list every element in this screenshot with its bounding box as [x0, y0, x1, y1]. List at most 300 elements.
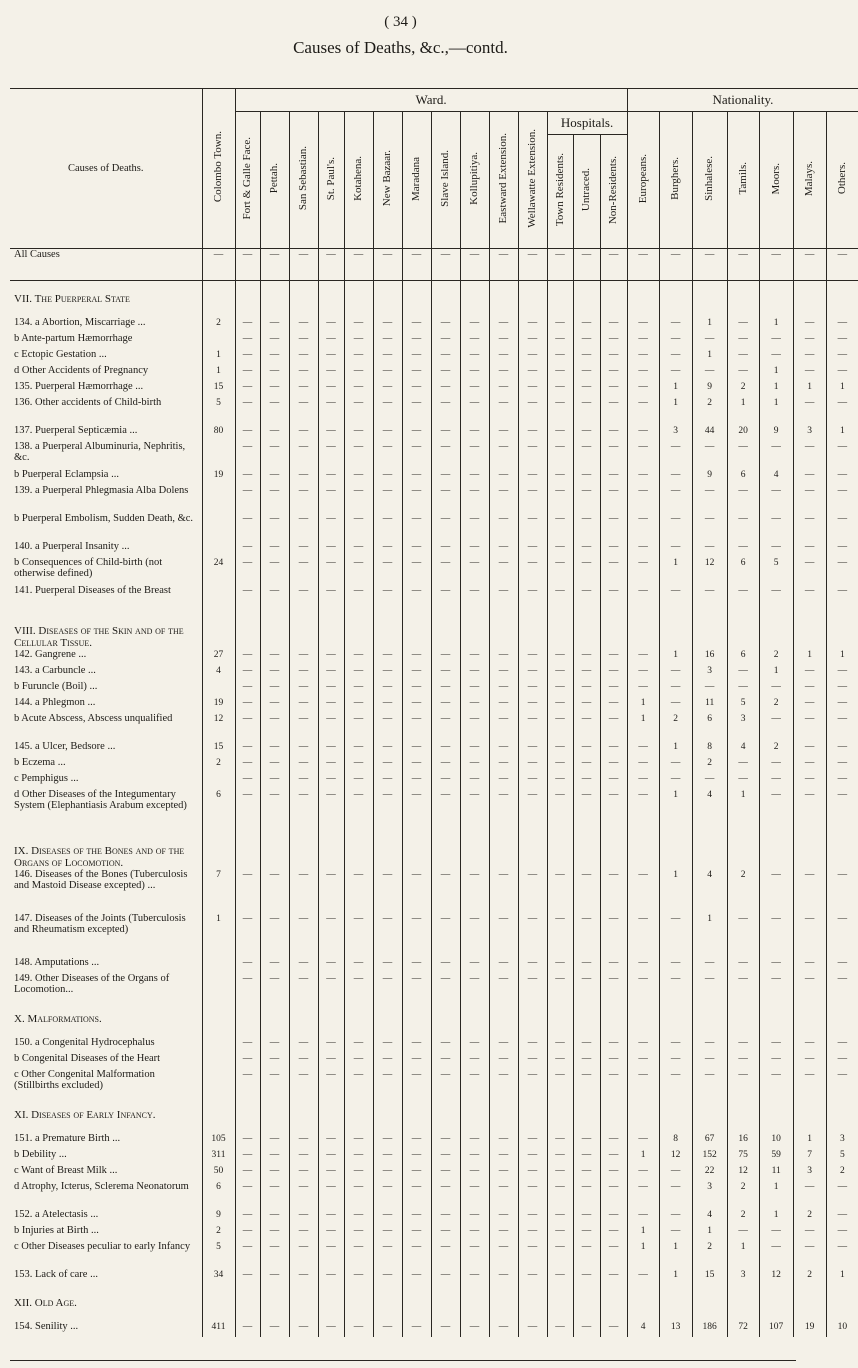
ward-dash-cell: —: [460, 681, 489, 697]
empty-cell: [692, 281, 727, 318]
ward-dash-cell: —: [318, 585, 344, 613]
nationality-value: —: [759, 973, 793, 1001]
cause-name: 139. a Puerperal Phlegmasia Alba Dolens: [14, 485, 189, 496]
ward-dash-cell: —: [489, 557, 518, 585]
ward-dash-cell: —: [235, 333, 260, 349]
nationality-value: 1: [826, 425, 858, 441]
ward-dash-cell: —: [402, 397, 431, 425]
nationality-value: —: [826, 913, 858, 957]
empty-cell: [460, 281, 489, 318]
nationality-value: —: [627, 1165, 659, 1181]
cause-name: b Furuncle (Boil) ...: [14, 681, 98, 692]
ward-dash-cell: —: [547, 1321, 573, 1337]
ward-dash-cell: —: [260, 365, 289, 381]
ward-dash-cell: —: [431, 773, 460, 789]
empty-cell: [235, 281, 260, 318]
cause-name: 152. a Atelectasis ...: [14, 1209, 99, 1220]
ward-dash-cell: —: [460, 973, 489, 1001]
nationality-value: 3: [692, 665, 727, 681]
empty-cell: [318, 1097, 344, 1133]
ward-dash-cell: —: [402, 649, 431, 665]
table-row: [10, 697, 858, 713]
ward-dash-cell: —: [402, 973, 431, 1001]
ward-dash-cell: —: [344, 381, 373, 397]
ward-dash-cell: —: [260, 1321, 289, 1337]
ward-dash-cell: —: [573, 365, 600, 381]
ward-dash-cell: —: [260, 557, 289, 585]
nationality-value: —: [826, 741, 858, 757]
table-row: [10, 665, 858, 681]
empty-cell: [692, 1097, 727, 1133]
header-nationality-col-label: Others.: [835, 162, 848, 195]
empty-cell: [202, 833, 235, 869]
ward-dash-cell: —: [600, 317, 627, 333]
empty-cell: [202, 1001, 235, 1037]
ward-dash-cell: —: [260, 1225, 289, 1241]
nationality-value: 3: [659, 425, 692, 441]
ward-dash-cell: —: [260, 1209, 289, 1225]
header-ward-col-label: St. Paul's.: [324, 156, 337, 201]
nationality-value: —: [759, 713, 793, 741]
ward-dash-cell: —: [573, 469, 600, 485]
ward-dash-cell: —: [373, 957, 402, 973]
nationality-value: 2: [793, 1269, 826, 1285]
table-row: [10, 973, 858, 1001]
ward-dash-cell: —: [460, 1165, 489, 1181]
ward-dash-cell: —: [260, 741, 289, 757]
ward-dash-cell: —: [431, 585, 460, 613]
ward-dash-cell: —: [518, 541, 547, 557]
header-hospital-col: [600, 135, 627, 249]
nationality-value: 3: [793, 1165, 826, 1181]
ward-dash-cell: —: [318, 973, 344, 1001]
empty-cell: [431, 1001, 460, 1037]
nationality-value: —: [627, 469, 659, 485]
ward-dash-cell: —: [373, 557, 402, 585]
section-header-row: [10, 833, 858, 869]
nationality-value: —: [727, 1053, 759, 1069]
ward-dash-cell: —: [402, 1037, 431, 1053]
ward-dash-cell: —: [431, 425, 460, 441]
ward-dash-cell: —: [318, 1165, 344, 1181]
empty-cell: [727, 1097, 759, 1133]
colombo-town-value: [202, 441, 235, 469]
ward-dash-cell: —: [402, 665, 431, 681]
ward-dash-cell: —: [344, 681, 373, 697]
bottom-rule: [10, 1360, 796, 1361]
nationality-value: —: [759, 757, 793, 773]
ward-dash-cell: —: [460, 1053, 489, 1069]
ward-dash-cell: —: [431, 365, 460, 381]
ward-dash-cell: —: [547, 1225, 573, 1241]
empty-cell: [627, 833, 659, 869]
empty-cell: [318, 833, 344, 869]
nationality-value: 3: [793, 425, 826, 441]
header-nationality-col: [826, 112, 858, 249]
ward-dash-cell: —: [573, 789, 600, 833]
nationality-value: —: [826, 397, 858, 425]
header-nationality-col-label: Tamils.: [736, 162, 749, 195]
ward-dash-cell: —: [235, 381, 260, 397]
ward-dash-cell: —: [260, 1269, 289, 1285]
ward-dash-cell: —: [373, 869, 402, 913]
ward-dash-cell: —: [518, 789, 547, 833]
ward-dash-cell: —: [431, 957, 460, 973]
ward-dash-cell: —: [235, 741, 260, 757]
nationality-value: 1: [627, 713, 659, 741]
ward-dash-cell: —: [344, 1269, 373, 1285]
ward-dash-cell: —: [431, 349, 460, 365]
nationality-value: —: [659, 1181, 692, 1209]
nationality-value: —: [627, 773, 659, 789]
nationality-value: —: [826, 697, 858, 713]
ward-dash-cell: —: [573, 1181, 600, 1209]
header-nationality-col: [692, 112, 727, 249]
ward-dash-cell: —: [518, 1181, 547, 1209]
empty-cell: [826, 833, 858, 869]
header-nationality-col: [759, 112, 793, 249]
nationality-value: —: [659, 697, 692, 713]
ward-dash-cell: —: [318, 1053, 344, 1069]
ward-dash-cell: —: [318, 1181, 344, 1209]
nationality-value: 72: [727, 1321, 759, 1337]
ward-dash-cell: —: [489, 485, 518, 513]
ward-dash-cell: —: [547, 365, 573, 381]
nationality-value: 16: [727, 1133, 759, 1149]
table-row: [10, 1225, 858, 1241]
empty-cell: [627, 1285, 659, 1321]
ward-dash-cell: —: [489, 1037, 518, 1053]
ward-dash-cell: —: [600, 773, 627, 789]
ward-dash-cell: —: [318, 649, 344, 665]
ward-dash-cell: —: [260, 333, 289, 349]
empty-cell: [318, 613, 344, 649]
nationality-value: 2: [659, 713, 692, 741]
nationality-value: —: [627, 317, 659, 333]
nationality-value: —: [793, 1053, 826, 1069]
nationality-value: 75: [727, 1149, 759, 1165]
ward-dash-cell: —: [344, 1069, 373, 1097]
ward-dash-cell: —: [431, 1209, 460, 1225]
ward-dash-cell: —: [344, 1321, 373, 1337]
ward-dash-cell: —: [402, 333, 431, 349]
empty-cell: [318, 1285, 344, 1321]
ward-dash-cell: —: [460, 317, 489, 333]
ward-dash-cell: —: [344, 513, 373, 541]
header-causes: Causes of Deaths.: [10, 89, 202, 249]
nationality-value: 9: [692, 381, 727, 397]
empty-cell: [600, 833, 627, 869]
nationality-value: 4: [759, 469, 793, 485]
ward-dash-cell: —: [431, 1037, 460, 1053]
empty-cell: [826, 1001, 858, 1037]
nationality-value: —: [793, 1225, 826, 1241]
table-row: [10, 757, 858, 773]
nationality-value: —: [727, 249, 759, 281]
ward-dash-cell: —: [431, 333, 460, 349]
nationality-value: —: [793, 957, 826, 973]
ward-dash-cell: —: [489, 1149, 518, 1165]
nationality-value: 1: [627, 1149, 659, 1165]
ward-dash-cell: —: [547, 485, 573, 513]
ward-dash-cell: —: [518, 1225, 547, 1241]
cause-name: 154. Senility ...: [14, 1321, 79, 1332]
empty-cell: [547, 1001, 573, 1037]
header-ward-col: [235, 112, 260, 249]
nationality-value: 2: [692, 757, 727, 773]
header-nationality-col-label: Burghers.: [669, 157, 682, 200]
ward-dash-cell: —: [260, 1133, 289, 1149]
ward-dash-cell: —: [318, 349, 344, 365]
ward-dash-cell: —: [600, 485, 627, 513]
ward-dash-cell: —: [235, 397, 260, 425]
colombo-town-value: 19: [202, 697, 235, 713]
nationality-value: —: [793, 1241, 826, 1269]
ward-dash-cell: —: [460, 425, 489, 441]
ward-dash-cell: —: [600, 557, 627, 585]
ward-dash-cell: —: [402, 1269, 431, 1285]
ward-dash-cell: —: [260, 1037, 289, 1053]
empty-cell: [489, 613, 518, 649]
empty-cell: [260, 1001, 289, 1037]
ward-dash-cell: —: [235, 1181, 260, 1209]
section-header-row: [10, 613, 858, 649]
empty-cell: [289, 281, 318, 318]
header-hospital-col: [573, 135, 600, 249]
empty-cell: [627, 613, 659, 649]
table-row: [10, 957, 858, 973]
ward-dash-cell: —: [318, 681, 344, 697]
nationality-value: —: [727, 585, 759, 613]
ward-dash-cell: —: [489, 1321, 518, 1337]
ward-dash-cell: —: [600, 1149, 627, 1165]
ward-dash-cell: —: [460, 365, 489, 381]
nationality-value: —: [727, 441, 759, 469]
ward-dash-cell: —: [260, 757, 289, 773]
empty-cell: [659, 613, 692, 649]
ward-dash-cell: —: [344, 773, 373, 789]
ward-dash-cell: —: [373, 973, 402, 1001]
ward-dash-cell: —: [600, 869, 627, 913]
empty-cell: [489, 1285, 518, 1321]
ward-dash-cell: —: [600, 1037, 627, 1053]
ward-dash-cell: —: [260, 869, 289, 913]
nationality-value: —: [627, 973, 659, 1001]
ward-dash-cell: —: [318, 557, 344, 585]
header-nationality-col: [659, 112, 692, 249]
ward-dash-cell: —: [547, 973, 573, 1001]
ward-dash-cell: —: [235, 1133, 260, 1149]
header-nationality-col: [727, 112, 759, 249]
ward-dash-cell: —: [235, 869, 260, 913]
nationality-value: 20: [727, 425, 759, 441]
ward-dash-cell: —: [318, 513, 344, 541]
ward-dash-cell: —: [518, 869, 547, 913]
header-nationality: Nationality.: [627, 89, 858, 112]
ward-dash-cell: —: [600, 1069, 627, 1097]
empty-cell: [759, 1285, 793, 1321]
nationality-value: —: [627, 913, 659, 957]
colombo-town-value: 15: [202, 741, 235, 757]
ward-dash-cell: —: [344, 1053, 373, 1069]
ward-dash-cell: —: [373, 249, 402, 281]
empty-cell: [460, 1285, 489, 1321]
ward-dash-cell: —: [402, 381, 431, 397]
ward-dash-cell: —: [289, 957, 318, 973]
ward-dash-cell: —: [344, 1209, 373, 1225]
table-row: [10, 365, 858, 381]
ward-dash-cell: —: [318, 333, 344, 349]
colombo-town-value: 80: [202, 425, 235, 441]
ward-dash-cell: —: [489, 317, 518, 333]
ward-dash-cell: —: [431, 681, 460, 697]
nationality-value: 2: [692, 397, 727, 425]
nationality-value: 3: [727, 1269, 759, 1285]
ward-dash-cell: —: [573, 713, 600, 741]
colombo-town-value: 9: [202, 1209, 235, 1225]
table-row: [10, 425, 858, 441]
ward-dash-cell: —: [373, 1069, 402, 1097]
cause-name: c Pemphigus ...: [14, 773, 79, 784]
ward-dash-cell: —: [431, 397, 460, 425]
nationality-value: 107: [759, 1321, 793, 1337]
nationality-value: —: [692, 365, 727, 381]
ward-dash-cell: —: [600, 665, 627, 681]
ward-dash-cell: —: [431, 665, 460, 681]
header-ward-col-label: San Sebastian.: [297, 146, 309, 211]
nationality-value: —: [793, 317, 826, 333]
empty-cell: [402, 613, 431, 649]
ward-dash-cell: —: [260, 681, 289, 697]
cause-name: b Eczema ...: [14, 757, 66, 768]
nationality-value: —: [793, 585, 826, 613]
empty-cell: [202, 1285, 235, 1321]
colombo-town-value: 1: [202, 365, 235, 381]
nationality-value: —: [826, 513, 858, 541]
ward-dash-cell: —: [600, 789, 627, 833]
ward-dash-cell: —: [402, 1225, 431, 1241]
empty-cell: [627, 281, 659, 318]
ward-dash-cell: —: [460, 585, 489, 613]
header-ward-col: [260, 112, 289, 249]
ward-dash-cell: —: [547, 1241, 573, 1269]
nationality-value: —: [759, 913, 793, 957]
ward-dash-cell: —: [260, 973, 289, 1001]
nationality-value: 2: [793, 1209, 826, 1225]
ward-dash-cell: —: [373, 1053, 402, 1069]
nationality-value: 1: [659, 1241, 692, 1269]
ward-dash-cell: —: [489, 441, 518, 469]
empty-cell: [573, 1001, 600, 1037]
empty-cell: [344, 833, 373, 869]
nationality-value: —: [692, 541, 727, 557]
nationality-value: —: [627, 397, 659, 425]
ward-dash-cell: —: [344, 697, 373, 713]
cause-name: d Atrophy, Icterus, Sclerema Neonatorum: [14, 1181, 189, 1192]
ward-dash-cell: —: [318, 1069, 344, 1097]
cause-name: c Want of Breast Milk ...: [14, 1165, 118, 1176]
ward-dash-cell: —: [547, 317, 573, 333]
ward-dash-cell: —: [344, 789, 373, 833]
empty-cell: [793, 613, 826, 649]
ward-dash-cell: —: [318, 397, 344, 425]
empty-cell: [373, 833, 402, 869]
nationality-value: —: [659, 1069, 692, 1097]
nationality-value: 4: [692, 789, 727, 833]
section-title: XI. Diseases of Early Infancy.: [14, 1109, 156, 1121]
empty-cell: [235, 833, 260, 869]
nationality-value: 13: [659, 1321, 692, 1337]
nationality-value: —: [826, 713, 858, 741]
ward-dash-cell: —: [402, 741, 431, 757]
colombo-town-value: 105: [202, 1133, 235, 1149]
nationality-value: —: [727, 485, 759, 513]
nationality-value: —: [659, 469, 692, 485]
ward-dash-cell: —: [289, 381, 318, 397]
ward-dash-cell: —: [489, 397, 518, 425]
colombo-town-value: 411: [202, 1321, 235, 1337]
empty-cell: [573, 613, 600, 649]
ward-dash-cell: —: [489, 1053, 518, 1069]
ward-dash-cell: —: [431, 1069, 460, 1097]
nationality-value: —: [692, 585, 727, 613]
nationality-value: —: [793, 741, 826, 757]
ward-dash-cell: —: [344, 973, 373, 1001]
table-row: [10, 1181, 858, 1209]
nationality-value: —: [627, 349, 659, 365]
nationality-value: —: [692, 513, 727, 541]
ward-dash-cell: —: [460, 741, 489, 757]
ward-dash-cell: —: [518, 1165, 547, 1181]
ward-dash-cell: —: [600, 1053, 627, 1069]
table-row: [10, 349, 858, 365]
nationality-value: —: [759, 773, 793, 789]
empty-cell: [759, 1001, 793, 1037]
header-nationality-col: [793, 112, 826, 249]
ward-dash-cell: —: [431, 1269, 460, 1285]
ward-dash-cell: —: [318, 365, 344, 381]
ward-dash-cell: —: [289, 869, 318, 913]
ward-dash-cell: —: [402, 441, 431, 469]
empty-cell: [373, 1097, 402, 1133]
ward-dash-cell: —: [518, 665, 547, 681]
ward-dash-cell: —: [460, 1321, 489, 1337]
nationality-value: —: [727, 973, 759, 1001]
ward-dash-cell: —: [431, 1149, 460, 1165]
nationality-value: —: [826, 317, 858, 333]
ward-dash-cell: —: [344, 1149, 373, 1165]
ward-dash-cell: —: [318, 1149, 344, 1165]
ward-dash-cell: —: [373, 469, 402, 485]
empty-cell: [344, 281, 373, 318]
nationality-value: 44: [692, 425, 727, 441]
ward-dash-cell: —: [402, 317, 431, 333]
ward-dash-cell: —: [489, 681, 518, 697]
ward-dash-cell: —: [573, 973, 600, 1001]
empty-cell: [547, 281, 573, 318]
ward-dash-cell: —: [489, 1181, 518, 1209]
nationality-value: —: [659, 585, 692, 613]
empty-cell: [431, 833, 460, 869]
ward-dash-cell: —: [489, 333, 518, 349]
ward-dash-cell: —: [547, 913, 573, 957]
header-ward-col: [373, 112, 402, 249]
cause-name: 137. Puerperal Septicæmia ...: [14, 425, 138, 436]
ward-dash-cell: —: [518, 681, 547, 697]
header-colombo-town: [202, 89, 235, 249]
nationality-value: 1: [692, 317, 727, 333]
empty-cell: [659, 833, 692, 869]
